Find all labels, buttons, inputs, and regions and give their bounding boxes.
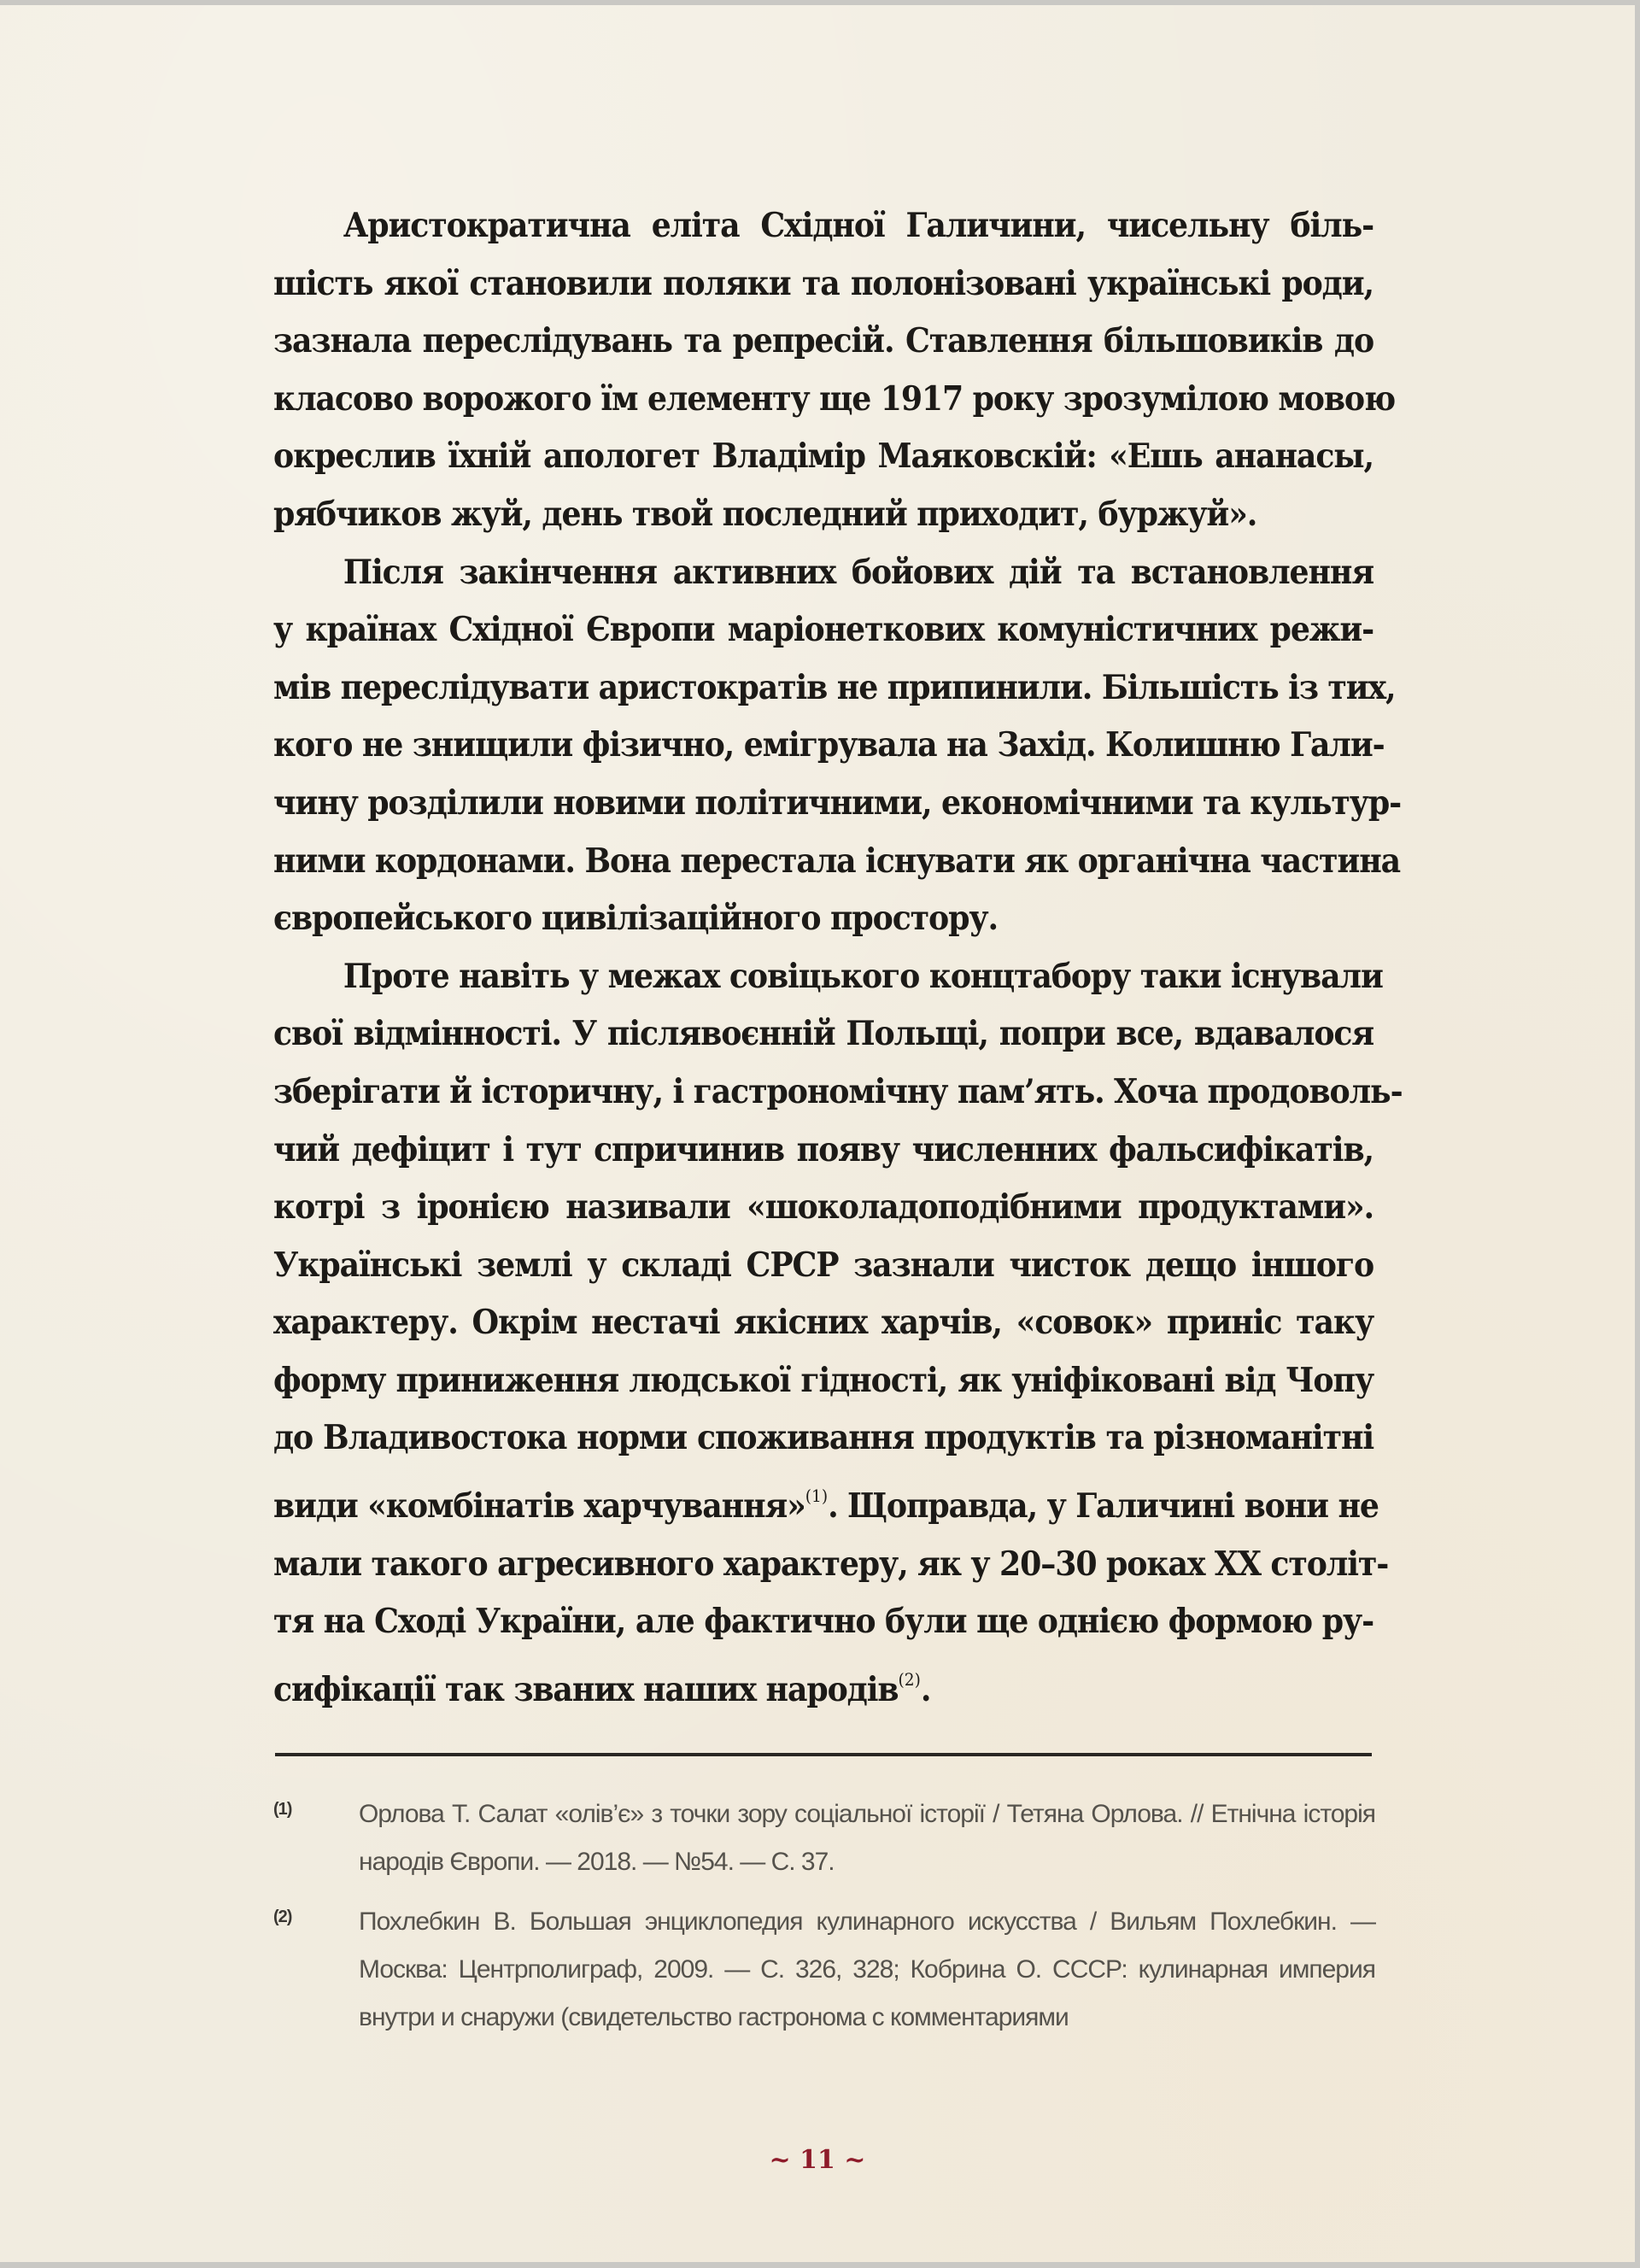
line-text: сифікації так званих наших народів <box>273 1669 899 1709</box>
footnote-mark: (2) <box>273 1908 292 1926</box>
paragraph-1-line: Аристократична еліта Східної Галичини, чисельну біль- <box>343 206 1374 245</box>
footnote-mark: (1) <box>273 1800 292 1819</box>
page-number: ~ 11 ~ <box>769 2145 866 2175</box>
paragraph-1-line: окреслив їхній апологет Владімір Маяковскій: «Ешь ананасы, <box>273 437 1374 477</box>
paragraph-3-line: характеру. Окрім нестачі якісних харчів, «совок» приніс таку <box>273 1303 1374 1343</box>
paragraph-1-line: зазнала переслідувань та репресій. Ставлення більшовиків до <box>273 321 1374 361</box>
paragraph-3-line: мали такого агресивного характеру, як у 20–30 роках XX століт- <box>273 1544 1389 1584</box>
paragraph-2-line: Після закінчення активних бойових дій та встановлення <box>343 552 1374 592</box>
paragraph-3-line: чий дефіцит і тут спричинив появу численних фальсифікатів, <box>273 1129 1374 1169</box>
paragraph-3-line: Українські землі у складі СРСР зазнали чисток дещо іншого <box>273 1245 1374 1285</box>
line-text: види «комбінатів харчування» <box>273 1486 805 1527</box>
line-text: . Щоправда, у Галичині вони не <box>828 1486 1379 1527</box>
paragraph-1-line: шість якої становили поляки та полонізовані українські роди, <box>273 263 1374 303</box>
main-text <box>273 197 1403 1719</box>
book-page <box>0 5 1635 2262</box>
footnote-text: Орлова Т. Салат «олів’є» з точки зору соціальної історії / Тетяна Орлова. // Етнічна історія народів Європи. — 2018. — №54. — С. 37. <box>359 1800 1375 1876</box>
footnotes <box>273 1790 1375 2054</box>
paragraph-3-line: котрі з іронією називали «шоколадоподібними продуктами». <box>273 1187 1374 1228</box>
paragraph-2-line: кого не знищили фізично, емігрувала на Захід. Колишню Гали- <box>273 725 1385 765</box>
footnote-2 <box>273 1898 1375 2042</box>
paragraph-2-line: європейського цивілізаційного простору. <box>273 899 998 939</box>
paragraph-2-line: мів переслідувати аристократів не припинили. Більшість із тих, <box>273 667 1396 707</box>
paragraph-3-line: свої відмінності. У післявоєнній Польщі, попри все, вдавалося <box>273 1014 1374 1054</box>
paragraph-3-line: тя на Сході України, але фактично були ще однією формою ру- <box>273 1602 1374 1642</box>
line-text: . <box>920 1669 931 1709</box>
paragraph-2-line: ними кордонами. Вона перестала існувати як органічна частина <box>273 841 1401 881</box>
paragraph-3-line <box>273 1651 1374 1720</box>
paragraph-3-line: до Владивостока норми споживання продуктів та різноманітні <box>273 1418 1374 1458</box>
paragraph-3-line: Проте навіть у межах совіцького концтабору таки існували <box>343 956 1383 996</box>
paragraph-2-line: чину розділили новими політичними, економічними та культур- <box>273 782 1402 823</box>
paragraph-1-line: класово ворожого їм елементу ще 1917 року зрозумілою мовою <box>273 378 1396 419</box>
footnote-divider <box>275 1753 1372 1756</box>
footnote-text: Похлебкин В. Большая энциклопедия кулинарного искусства / Вильям Похлебкин. — Москва: Центрполиграф, 2009. — С. 326, 328; Кобрина О. СССР: кулинарная империя внутри и снаружи (свидетельство гастронома с комментариями <box>359 1908 1375 2031</box>
paragraph-3-line: форму приниження людської гідності, як уніфіковані від Чопу <box>273 1360 1374 1400</box>
paragraph-3-line <box>273 1468 1379 1536</box>
footnote-ref-1[interactable]: (1) <box>805 1486 829 1507</box>
footnote-ref-2[interactable]: (2) <box>898 1668 921 1690</box>
paragraph-2-line: у країнах Східної Європи маріонеткових комуністичних режи- <box>273 610 1374 650</box>
paragraph-3-line: зберігати й історичну, і гастрономічну пам’ять. Хоча продоволь- <box>273 1071 1403 1111</box>
paragraph-1-line: рябчиков жуй, день твой последний приходит, буржуй». <box>273 494 1257 534</box>
footnote-1 <box>273 1790 1375 1886</box>
